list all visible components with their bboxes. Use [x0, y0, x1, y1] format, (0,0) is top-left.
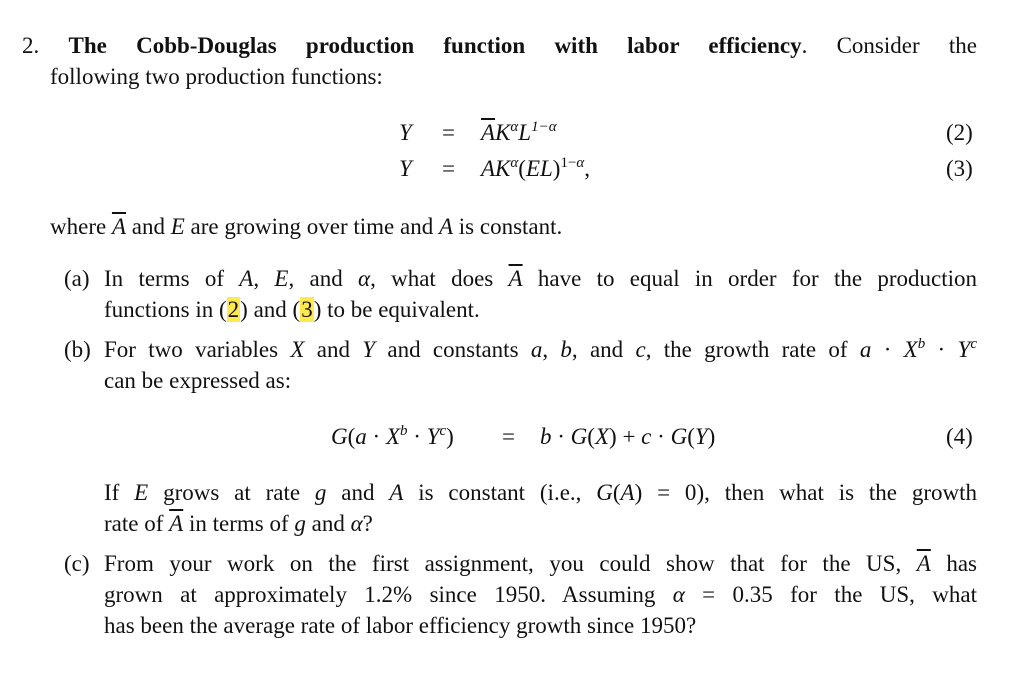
- intro-tail: . Consider the: [801, 33, 977, 58]
- part-c-line-3: has been the average rate of labor efficiency growth since 1950?: [104, 613, 697, 638]
- eq4-tag: (4): [946, 424, 973, 449]
- eq4-equals: =: [502, 424, 515, 449]
- part-a-label: (a): [64, 266, 90, 291]
- part-b-line-2: can be expressed as:: [104, 368, 292, 393]
- eq3-rhs: $AK^\alpha(EL)^{1-\alpha}$,: [481, 155, 591, 181]
- part-b-line-1: For two variables X and Y and constants a, b, and c, the growth rate of $a \cdot X^b \cdot Y^c$: [104, 336, 977, 362]
- eq3-equals: =: [442, 156, 455, 181]
- part-c-line-2: grown at approximately 1.2% since 1950. Assuming α = 0.35 for the US, what: [104, 582, 977, 607]
- where-line: where $\overline{A}$ and E are growing over time and A is constant.: [50, 214, 563, 239]
- problem-title: The Cobb-Douglas production function with labor efficiency: [68, 33, 802, 58]
- eq2-tag: (2): [946, 120, 973, 145]
- eq2-equals: =: [442, 120, 455, 145]
- problem-intro: [22, 33, 977, 59]
- eq4-rhs: b · G(X) + c · G(Y): [540, 424, 716, 449]
- part-c-label: (c): [64, 551, 90, 576]
- problem-number: 2.: [22, 33, 40, 58]
- eq4-lhs: $G(a \cdot X^b \cdot Y^c)$: [331, 423, 454, 449]
- eq2-rhs: $\overline{A}K^\alpha L^{1-\alpha}$: [481, 119, 557, 145]
- eq3-tag: (3): [946, 156, 973, 181]
- intro-line-2: following two production functions:: [50, 64, 383, 89]
- part-a-line-1: In terms of A, E, and α, what does $\overline{A}$ have to equal in order for the production: [104, 266, 977, 291]
- part-b-line-3: If E grows at rate g and A is constant (i.e., G(A) = 0), then what is the growth: [104, 480, 977, 505]
- part-a-line-2: functions in (2) and (3) to be equivalent.: [104, 297, 480, 322]
- eq2-lhs: Y: [399, 120, 412, 145]
- part-b-line-4: rate of $\overline{A}$ in terms of g and α?: [104, 511, 373, 536]
- part-c-line-1: From your work on the first assignment, you could show that for the US, $\overline{A}$ has: [104, 551, 977, 576]
- ref-eq-2-link[interactable]: 2: [227, 297, 240, 322]
- eq3-lhs: Y: [399, 156, 412, 181]
- part-b-label: (b): [64, 337, 91, 362]
- ref-eq-3-link[interactable]: 3: [301, 297, 313, 322]
